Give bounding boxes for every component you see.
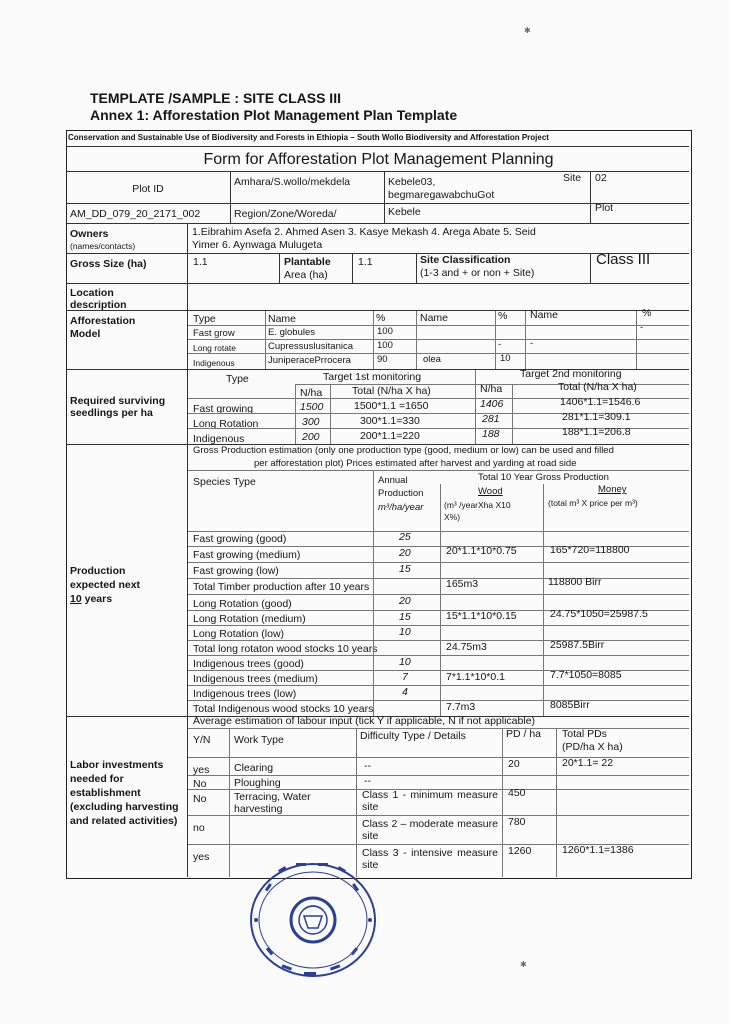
prod-row5-species: Long Rotation (good): [193, 598, 292, 610]
aff-header-name2: Name: [420, 312, 449, 324]
prod-row6-species: Long Rotation (medium): [193, 613, 306, 625]
labor-row2-yn: No: [193, 778, 207, 790]
seed-row2-n2: 281: [482, 413, 500, 425]
location-label-1: Location: [70, 287, 114, 299]
labor-row3-work: Terracing, Water harvesting: [234, 791, 311, 815]
aff-row2-pct2: -: [498, 339, 502, 350]
seed-row3-t1: 200*1.1=220: [360, 430, 420, 442]
seed-total-1: Total (N/ha X ha): [352, 385, 431, 397]
prod-row9-species: Indigenous trees (good): [193, 658, 304, 670]
prod-row2-money: 165*720=118800: [550, 544, 630, 556]
seed-t2-header: Target 2nd monitoring: [520, 368, 622, 380]
prod-row10-money: 7.7*1050=8085: [550, 669, 622, 681]
labor-row1-pd: 20: [508, 758, 520, 770]
seed-row3-n1: 200: [302, 431, 320, 443]
scan-speck-2: ✱: [520, 960, 527, 969]
owners-line1: 1.Eibrahim Asefa 2. Ahmed Asen 3. Kasye Mekash 4. Arega Abate 5. Seid: [192, 226, 536, 238]
labor-h-pd: PD / ha: [506, 728, 542, 740]
site-value: 02: [595, 172, 607, 184]
project-line: Conservation and Sustainable Use of Biodiversity and Forests in Ethiopia – South Wollo Biodiversity and Afforestation Project: [68, 133, 549, 142]
seed-row2-t2: 281*1.1=309.1: [562, 411, 631, 423]
seedlings-label: Required surviving seedlings per ha: [70, 395, 166, 419]
prod-row3-species: Fast growing (low): [193, 565, 279, 577]
prod-row11-species: Indigenous trees (low): [193, 688, 297, 700]
prod-row4-wood: 165m3: [446, 578, 479, 590]
labor-h-work: Work Type: [234, 734, 284, 746]
aff-row1-name: E. globules: [268, 327, 316, 338]
seed-nha-1: N/ha: [300, 387, 323, 399]
seed-row1-n1: 1500: [300, 401, 324, 413]
seed-row2-type: Long Rotation: [193, 418, 259, 430]
aff-row1-pct: 100: [377, 326, 393, 337]
labor-row4-pd: 780: [508, 816, 526, 828]
seed-row1-n2: 1406: [480, 398, 504, 410]
official-seal-icon: [238, 858, 388, 988]
labor-row4-yn: no: [193, 822, 205, 834]
prod-row11-annual: 4: [402, 686, 408, 698]
aff-header-name3: Name: [530, 309, 559, 321]
kebele-value-line1: Kebele03,: [388, 176, 436, 188]
prod-row2-species: Fast growing (medium): [193, 549, 301, 561]
labor-row3-pd: 450: [508, 787, 526, 799]
plantable-value: 1.1: [358, 256, 373, 268]
prod-row7-annual: 10: [399, 626, 411, 638]
labor-row5-total: 1260*1.1=1386: [562, 844, 634, 856]
labor-h-total-1: Total PDs: [562, 728, 607, 740]
seed-row1-type: Fast growing: [193, 403, 254, 415]
prod-row9-annual: 10: [399, 656, 411, 668]
seed-row1-t2: 1406*1.1=1546.6: [560, 396, 641, 408]
prod-row8-species: Total long rotaton wood stocks 10 years: [193, 643, 378, 655]
prod-row1-annual: 25: [399, 531, 411, 543]
seed-total-2: Total (N/ha X ha): [558, 381, 637, 393]
aff-row2-name3: -: [530, 338, 534, 349]
aff-header-pct3: %: [642, 307, 652, 319]
aff-header-name1: Name: [268, 313, 297, 325]
aff-row3-pct2: 10: [500, 353, 511, 364]
wood-sub-2: X%): [444, 512, 461, 522]
prod-row3-annual: 15: [399, 563, 411, 575]
labor-row5-yn: yes: [193, 851, 210, 863]
owners-sublabel: (names/contacts): [70, 241, 136, 251]
labor-h-total-2: (PD/ha X ha): [562, 741, 623, 753]
kebele-label: Kebele: [388, 206, 421, 218]
labor-row1-yn: yes: [193, 764, 210, 776]
labor-h-diff: Difficulty Type / Details: [360, 730, 466, 742]
wood-sub-1: (m³ /yearXha X10: [444, 500, 511, 510]
production-note-2: per afforestation plot) Prices estimated after harvest and yarding at road side: [254, 458, 577, 469]
prod-row4-species: Total Timber production after 10 years: [193, 581, 370, 593]
prod-row2-annual: 20: [399, 547, 411, 559]
labor-row5-diff: Class 3 - intensive measure site: [362, 847, 498, 871]
region-value: Amhara/S.wollo/mekdela: [234, 176, 351, 188]
owners-line2: Yimer 6. Aynwaga Mulugeta: [192, 239, 323, 251]
aff-row1-type: Fast grow: [193, 328, 235, 339]
labor-row2-work: Ploughing: [234, 777, 281, 789]
prod-row12-wood: 7.7m3: [446, 701, 476, 713]
prod-row2-wood: 20*1.1*10*0.75: [446, 545, 517, 557]
prod-row7-species: Long Rotation (low): [193, 628, 285, 640]
plot-label: Plot: [595, 202, 614, 214]
seed-row3-n2: 188: [482, 428, 500, 440]
owners-label: Owners: [70, 228, 109, 240]
annual-header-1: Annual: [378, 475, 408, 486]
seed-row2-t1: 300*1.1=330: [360, 415, 420, 427]
aff-header-pct2: %: [498, 310, 508, 322]
aff-row2-name: Cupressuslusitanica: [268, 341, 354, 352]
prod-row10-species: Indigenous trees (medium): [193, 673, 318, 685]
labor-row4-diff: Class 2 – moderate measure site: [362, 818, 498, 842]
labor-row3-diff: Class 1 - minimum measure site: [362, 789, 498, 813]
annual-header-3: m³/ha/year: [378, 502, 424, 513]
labor-row1-total: 20*1.1= 22: [562, 757, 614, 769]
seed-row3-type: Indigenous: [193, 433, 245, 445]
annual-header-2: Production: [378, 488, 424, 499]
kebele-value-line2: begmaregawabchuGot: [388, 189, 495, 201]
labor-h-yn: Y/N: [193, 734, 211, 746]
production-note-1: Gross Production estimation (only one production type (good, medium or low) can be used and filled: [193, 445, 614, 456]
prod-row8-money: 25987.5Birr: [550, 639, 605, 651]
labor-row5-pd: 1260: [508, 845, 532, 857]
seed-row3-t2: 188*1.1=206.8: [562, 426, 631, 438]
prod-row6-money: 24.75*1050=25987.5: [550, 608, 648, 620]
prod-row12-money: 8085Birr: [550, 699, 590, 711]
seed-type-header: Type: [226, 373, 249, 385]
labor-row3-yn: No: [193, 793, 207, 805]
species-header: Species Type: [193, 476, 256, 488]
site-class-label: Site Classification: [420, 254, 511, 266]
seed-row2-n1: 300: [302, 416, 320, 428]
aff-row3-name2: olea: [423, 354, 441, 365]
template-heading: TEMPLATE /SAMPLE : SITE CLASS III: [90, 90, 341, 106]
region-label: Region/Zone/Woreda/: [234, 208, 337, 220]
production-label-3: 10 years: [70, 593, 113, 605]
aff-row3-type: Indigenous: [193, 358, 235, 368]
labor-label: Labor investments needed for establishment (excluding harvesting and related activities): [70, 759, 179, 827]
annex-heading: Annex 1: Afforestation Plot Management Plan Template: [90, 107, 458, 123]
prod-row4-money: 118800 Birr: [548, 576, 602, 588]
production-label-1: Production: [70, 565, 126, 577]
aff-row3-pct: 90: [377, 354, 388, 365]
total10-header: Total 10 Year Gross Production: [478, 472, 609, 483]
form-title: Form for Afforestation Plot Management Planning: [203, 151, 554, 168]
labor-row2-diff: --: [364, 775, 371, 787]
aff-row1-pct3: -: [640, 322, 644, 333]
aff-row2-pct: 100: [377, 340, 393, 351]
prod-row5-annual: 20: [399, 595, 411, 607]
plot-id-value: AM_DD_079_20_2171_002: [70, 208, 201, 220]
labor-row1-diff: --: [364, 760, 371, 772]
gross-size-label: Gross Size (ha): [70, 258, 147, 270]
seed-nha-2: N/ha: [480, 383, 503, 395]
afforestation-label-1: Afforestation: [70, 315, 136, 327]
prod-row10-wood: 7*1.1*10*0.1: [446, 671, 505, 683]
aff-row3-name: JuniperacePrrocera: [268, 355, 351, 366]
aff-header-type: Type: [193, 313, 216, 325]
seed-row1-t1: 1500*1.1 =1650: [354, 400, 429, 412]
money-header: Money: [598, 484, 627, 495]
plot-id-label: Plot ID: [132, 183, 164, 195]
wood-header: Wood: [478, 486, 503, 497]
plantable-label-2: Area (ha): [284, 269, 328, 281]
aff-header-pct1: %: [376, 312, 386, 324]
prod-row10-annual: 7: [402, 671, 408, 683]
site-label: Site: [563, 172, 582, 184]
location-label-2: description: [70, 299, 127, 311]
site-class-sub: (1-3 and + or non + Site): [420, 267, 535, 279]
gross-size-value: 1.1: [193, 256, 208, 268]
prod-row6-annual: 15: [399, 611, 411, 623]
aff-row2-type: Long rotate: [193, 343, 237, 353]
production-label-2: expected next: [70, 579, 141, 591]
seed-t1-header: Target 1st monitoring: [323, 371, 422, 383]
prod-row12-species: Total Indigenous wood stocks 10 years: [193, 703, 374, 715]
plantable-label-1: Plantable: [284, 256, 331, 268]
scan-speck: ✱: [524, 26, 531, 35]
labor-note: Average estimation of labour input (tick Y if applicable, N if not applicable): [193, 715, 536, 727]
money-sub: (total m³ X price per m³): [548, 498, 638, 508]
labor-row1-work: Clearing: [234, 762, 274, 774]
prod-row6-wood: 15*1.1*10*0.15: [446, 610, 517, 622]
afforestation-label-2: Model: [70, 328, 101, 340]
prod-row8-wood: 24.75m3: [446, 641, 487, 653]
prod-row1-species: Fast growing (good): [193, 533, 287, 545]
site-class-value: Class III: [596, 251, 651, 268]
